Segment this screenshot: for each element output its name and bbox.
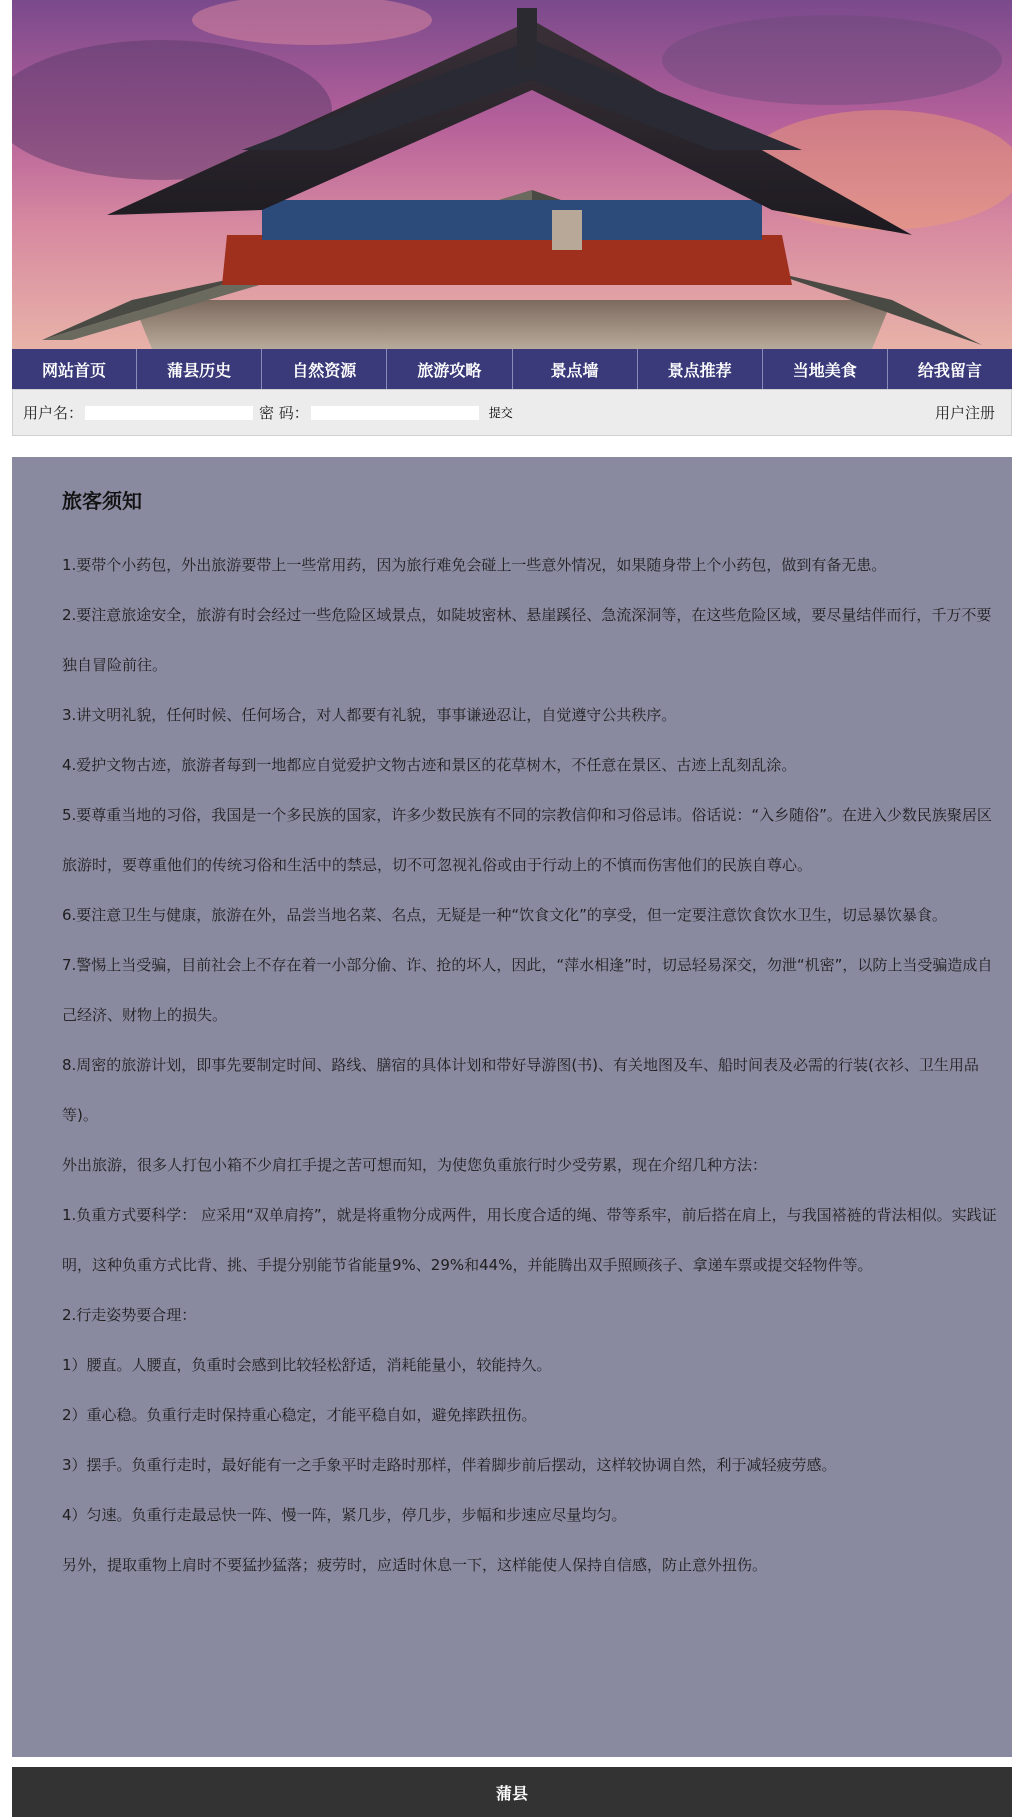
notice-paragraph: 1）腰直。人腰直，负重时会感到比较轻松舒适，消耗能量小，较能持久。 (62, 1356, 552, 1374)
notice-paragraph: 2.行走姿势要合理： (62, 1306, 197, 1324)
notice-paragraph: 2）重心稳。负重行走时保持重心稳定，才能平稳自如，避免摔跌扭伤。 (62, 1406, 537, 1424)
nav-item-leave-message[interactable]: 给我留言 (917, 360, 982, 380)
notice-panel (12, 457, 1012, 1757)
nav-item-history[interactable]: 蒲县历史 (137, 349, 262, 389)
footer (12, 1767, 1012, 1817)
notice-paragraph: 3）摆手。负重行走时，最好能有一之手象平时走路时那样，伴着脚步前后摆动，这样较协调自然，利于减轻疲劳感。 (62, 1456, 837, 1474)
nav-item-recommended-spots[interactable]: 景点推荐 (638, 349, 763, 389)
login-bar (12, 389, 1012, 436)
password-input[interactable] (311, 406, 479, 420)
page-title: 旅客须知 (62, 489, 142, 513)
submit-button[interactable]: 提交 (485, 404, 517, 421)
nav-item-home[interactable]: 网站首页 (12, 349, 137, 389)
pagoda-banner-image (12, 0, 1012, 349)
notice-paragraph: 另外，提取重物上肩时不要猛抄猛落；疲劳时，应适时休息一下，这样能使人保持自信感，防止意外扭伤。 (62, 1556, 768, 1574)
nav-item-local-food[interactable]: 当地美食 (763, 349, 888, 389)
notice-paragraph: 3.讲文明礼貌，任何时候、任何场合，对人都要有礼貌，事事谦逊忍让，自觉遵守公共秩序。 (62, 706, 677, 724)
notice-paragraph: 6.要注意卫生与健康，旅游在外，品尝当地名菜、名点，无疑是一种“饮食文化”的享受，但一定要注意饮食饮水卫生，切忌暴饮暴食。 (62, 906, 947, 924)
footer-text: 蒲县 (495, 1783, 528, 1803)
username-input[interactable] (85, 406, 253, 420)
password-label: 密 码： (259, 404, 309, 422)
notice-paragraph: 外出旅游，很多人打包小箱不少肩扛手提之苦可想而知，为使您负重旅行时少受劳累，现在介绍几种方法： (62, 1156, 768, 1174)
notice-paragraph: 5.要尊重当地的习俗，我国是一个多民族的国家，许多少数民族有不同的宗教信仰和习俗忌讳。俗话说：“入乡随俗”。在进入少数民族聚居区旅游时，要尊重他们的传统习俗和生活中的禁忌，切不可忽视礼俗或由于行动上的不慎而伤害他们的民族自尊心。 (62, 806, 992, 874)
notice-paragraph: 4）匀速。负重行走最忌快一阵、慢一阵，紧几步，停几步，步幅和步速应尽量均匀。 (62, 1506, 627, 1524)
notice-paragraph: 4.爱护文物古迹，旅游者每到一地都应自觉爱护文物古迹和景区的花草树木，不任意在景区、古迹上乱刻乱涂。 (62, 756, 797, 774)
nav-item-scenic-wall[interactable]: 景点墙 (513, 349, 638, 389)
notice-paragraph: 7.警惕上当受骗，目前社会上不存在着一小部分偷、诈、抢的坏人，因此，“萍水相逢”时，切忌轻易深交，勿泄“机密”，以防上当受骗造成自己经济、财物上的损失。 (62, 956, 993, 1024)
nav-item-travel-guide[interactable]: 旅游攻略 (387, 349, 512, 389)
notice-paragraph: 1.负重方式要科学： 应采用“双单肩挎”，就是将重物分成两件，用长度合适的绳、带等系牢，前后搭在肩上，与我国褡裢的背法相似。实践证明，这种负重方式比背、挑、手提分别能节省能量9%、29%和44%，并能腾出双手照顾孩子、拿递车票或提交轻物件等。 (62, 1206, 997, 1274)
notice-paragraph: 8.周密的旅游计划，即事先要制定时间、路线、膳宿的具体计划和带好导游图(书)、有关地图及车、船时间表及必需的行装(衣衫、卫生用品等)。 (62, 1056, 979, 1124)
register-link[interactable]: 用户注册 (934, 404, 995, 422)
header-banner (12, 0, 1012, 349)
username-label: 用户名： (23, 404, 84, 422)
nav-item-natural-resources[interactable]: 自然资源 (262, 349, 387, 389)
notice-paragraph: 1.要带个小药包，外出旅游要带上一些常用药，因为旅行难免会碰上一些意外情况，如果随身带上个小药包，做到有备无患。 (62, 556, 887, 574)
main-nav (12, 349, 1012, 389)
notice-paragraph: 2.要注意旅途安全，旅游有时会经过一些危险区域景点，如陡坡密林、悬崖蹊径、急流深洞等，在这些危险区域，要尽量结伴而行，千万不要独自冒险前往。 (62, 606, 992, 674)
